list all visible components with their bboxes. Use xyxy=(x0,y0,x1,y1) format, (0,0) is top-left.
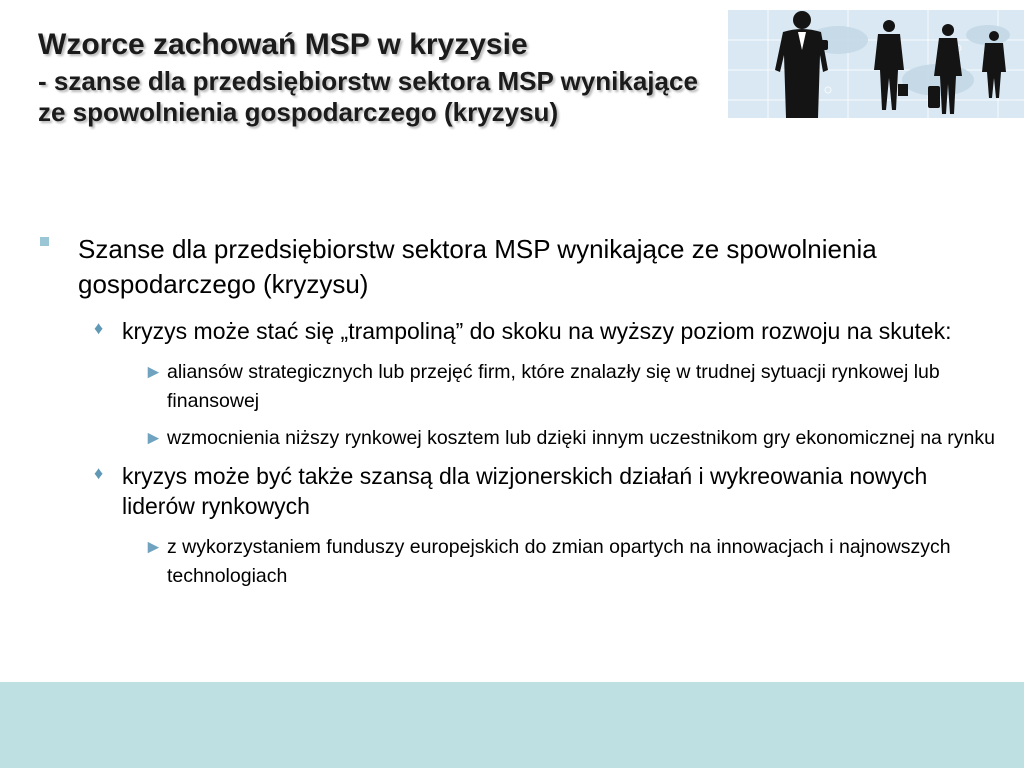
diamond-bullet-icon: ♦ xyxy=(94,318,104,338)
diamond-bullet-icon: ♦ xyxy=(94,463,104,483)
slide-title-main: Wzorce zachowań MSP w kryzysie xyxy=(38,28,528,61)
square-bullet-icon xyxy=(40,237,49,246)
bullet-level-1 xyxy=(40,232,1000,302)
bullet-text: kryzys może być także szansą dla wizjonerskich działań i wykreowania nowych liderów rynkowych xyxy=(122,463,928,519)
bullet-text: kryzys może stać się „trampoliną” do skoku na wyższy poziom rozwoju na skutek: xyxy=(122,318,952,344)
triangle-bullet-icon: ► xyxy=(144,428,163,449)
slide-title xyxy=(38,28,728,128)
slide-content xyxy=(40,232,1000,599)
bullet-level-3 xyxy=(40,533,1000,591)
footer-band xyxy=(0,682,1024,768)
bullet-level-3 xyxy=(40,424,1000,453)
triangle-bullet-icon: ► xyxy=(144,537,163,558)
bullet-level-3 xyxy=(40,358,1000,416)
triangle-bullet-icon: ► xyxy=(144,362,163,383)
bullet-level-2 xyxy=(40,461,1000,521)
bullet-text: Szanse dla przedsiębiorstw sektora MSP wynikające ze spowolnienia gospodarczego (kryzysu) xyxy=(78,234,877,299)
business-people-image xyxy=(728,10,1024,118)
slide-title-subtitle: - szanse dla przedsiębiorstw sektora MSP wynikające ze spowolnienia gospodarczego (kryzysu) xyxy=(38,65,698,127)
bullet-level-2 xyxy=(40,316,1000,346)
bullet-text: wzmocnienia niższy rynkowej kosztem lub dzięki innym uczestnikom gry ekonomicznej na rynku xyxy=(167,427,995,449)
bullet-text: z wykorzystaniem funduszy europejskich do zmian opartych na innowacjach i najnowszych technologiach xyxy=(167,536,951,587)
bullet-text: aliansów strategicznych lub przejęć firm, które znalazły się w trudnej sytuacji rynkowej lub finansowej xyxy=(167,361,940,412)
